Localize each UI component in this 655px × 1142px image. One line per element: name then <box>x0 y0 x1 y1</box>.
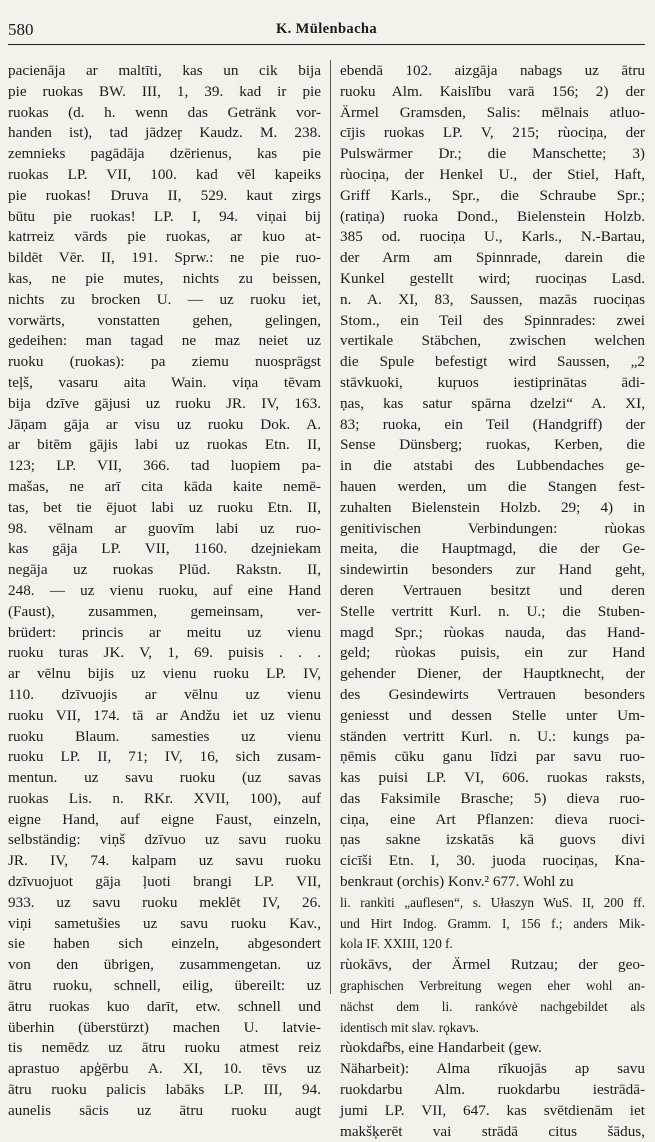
text-line: kas, ne pie mutes, nichts zu beissen, <box>8 269 321 287</box>
text-line: Ärmel Gramsden, Salis: mēlnais atluo- <box>340 103 645 121</box>
text-line: magd Spr.; rùokas nauda, das Hand- <box>340 623 645 641</box>
text-line: rùokāvs, der Ärmel Rutzau; der geo- <box>340 956 645 974</box>
text-line: Kunkel gestellt wird; ruociņas Lasd. <box>340 269 645 287</box>
text-line: geniesst und dessen Stelle unter Um- <box>340 706 645 724</box>
text-line: aprastuo apģērbu A. XI, 10. tēvs uz <box>8 1060 321 1078</box>
text-line: mentun. uz savu ruoku (uz savas <box>8 769 321 787</box>
text-line: Pulswärmer Dr.; die Manschette; 3) <box>340 145 645 163</box>
text-line: (ratiņa) ruoka Dond., Bielenstein Holzb. <box>340 207 645 225</box>
text-line: aunelis sācis uz ātru ruoku augt <box>8 1101 321 1119</box>
text-line: Griff Karls., Spr., die Schraube Spr.; <box>340 186 645 204</box>
text-line: 248. — uz vienu ruoku, auf eine Hand <box>8 581 321 599</box>
text-line: eigne Hand, auf eigne Faust, einzeln, <box>8 810 321 828</box>
text-line: Sense Dünsberg; ruokas, Kerben, die <box>340 436 645 454</box>
text-line: sie haben sich einzeln, abgesondert <box>8 935 321 953</box>
text-line: ruokas (d. h. wenn das Getränk vor- <box>8 103 321 121</box>
text-line: viņi sametušies uz savu ruoku Kav., <box>8 914 321 932</box>
text-line: pie ruokas! Druva II, 529. kaut zirgs <box>8 186 321 204</box>
left-column <box>8 61 321 1119</box>
text-line: ruokas Lis. n. RKr. XVII, 100), auf <box>8 789 321 807</box>
text-line: ruoku Alm. Kaislību varā 156; 2) der <box>340 82 645 100</box>
text-line: identisch mit slav. rǫkavъ. <box>340 1019 479 1035</box>
text-line: und Hirt Indog. Gramm. I, 156 f.; anders Mik- <box>340 915 645 931</box>
text-line: 933. uz savu ruoku meklēt IV, 26. <box>8 893 321 911</box>
text-line: meita, die Hauptmagd, die der Ge- <box>340 540 645 558</box>
text-line: ruoku turas JK. V, 1, 69. puisis . . . <box>8 644 321 662</box>
text-line: genitivischen Verbindungen: rùokas <box>340 519 645 537</box>
text-line: nichts zu brocken U. — uz ruoku iet, <box>8 290 321 308</box>
page-number: 580 <box>8 20 34 39</box>
text-line: katrreiz vārds pie ruokas, ar kuo at- <box>8 228 321 246</box>
text-line: geld; rùokas puisis, ein zur Hand <box>340 644 645 662</box>
text-line: cicīši Etn. I, 30. juoda ruociņas, Kna- <box>340 852 645 870</box>
text-line: sindewirtin besonders zur Hand geht, <box>340 561 645 579</box>
text-line: kas puisi LP. VI, 606. ruokas raksts, <box>340 769 645 787</box>
text-line: ātru ruoku palicis labāks LP. III, 94. <box>8 1081 321 1099</box>
text-line: 385 od. ruociņa U., Karls., N.-Bartau, <box>340 228 645 246</box>
text-line: benkraut (orchis) Konv.² 677. Wohl zu <box>340 873 574 891</box>
text-line: ņas sakne izskatās kā guovs divi <box>340 831 645 849</box>
text-line: die Spule befestigt wird Saussen, „2 <box>340 353 645 371</box>
text-line: gehender Diener, der Hauptknecht, der <box>340 665 645 683</box>
text-line: ātru ruokas kuo darīt, etw. schnell und <box>8 997 321 1015</box>
text-line: būtu pie ruokas! LP. I, 94. viņai bij <box>8 207 321 225</box>
text-line: jumi LP. VII, 647. kas svētdienām iet <box>340 1101 645 1119</box>
text-line: vertikale Stäbchen, zwischen welchen <box>340 332 645 350</box>
text-line: ņas, kas satur spārna dzelzi“ A. XI, <box>340 394 645 412</box>
text-line: graphischen Verbreitung wegen eher wohl an- <box>340 978 645 994</box>
text-line: der Arm am Spinnrade, darein die <box>340 249 645 267</box>
text-line: bija dzīve gājusi uz ruoku JR. IV, 163. <box>8 394 321 412</box>
text-line: rùokdar̂bs, eine Handarbeit (gew. <box>340 1039 542 1057</box>
text-line: tis nemēdz uz ātru ruoku atmest reiz <box>8 1039 321 1057</box>
text-line: zuhalten Bielenstein Holzb. 29; 4) in <box>340 498 645 516</box>
text-line: ruokdarbu Alm. ruokdarbu iestrādā- <box>340 1081 645 1099</box>
right-column <box>340 61 645 1140</box>
text-line: teļš, vasaru aita Wain. viņa tēvam <box>8 373 321 391</box>
text-line: li. rankìti „auflesen“, s. Ułaszyn WuS. II, 200 ff. <box>340 894 645 910</box>
text-line: stāvkuoki, kuŗuos iestiprinātas ādi- <box>340 373 645 391</box>
text-line: Stom., ein Teil des Spinnrades: zwei <box>340 311 645 329</box>
text-line: brüdert: princis ar meitu uz vienu <box>8 623 321 641</box>
text-line: hauen werden, um die Stangen fest- <box>340 477 645 495</box>
text-line: Näharbeit): Alma rīkuojās ap savu <box>340 1060 645 1078</box>
text-line: ātru ruoku, schnell, eilig, übereilt: uz <box>8 977 321 995</box>
text-line: überhin (überstürzt) machen U. latvie- <box>8 1018 321 1036</box>
page-header <box>8 20 645 45</box>
text-line: ständen vertritt Kurl. n. U.: kungs pa- <box>340 727 645 745</box>
text-line: 98. vēlnam ar guovīm labi uz ruo- <box>8 519 321 537</box>
text-line: handen ist), tad jādzeŗ Kaudz. M. 238. <box>8 124 321 142</box>
text-line: n. A. XI, 83, Saussen, mazās ruociņas <box>340 290 645 308</box>
text-line: ņēmis cūku ganu līdzi par savu ruo- <box>340 748 645 766</box>
column-divider <box>330 60 331 994</box>
text-line: 83; ruoka, ein Teil (Handgriff) der <box>340 415 645 433</box>
text-line: JR. IV, 74. kalpam uz savu ruoku <box>8 852 321 870</box>
text-line: cījis ruokas LP. V, 215; rùociņa, der <box>340 124 645 142</box>
text-line: ebendā 102. aizgāja nabags uz ātru <box>340 62 645 79</box>
text-line: kas gāja LP. VII, 1160. dzejniekam <box>8 540 321 558</box>
text-line: deren Vertrauen besitzt und deren <box>340 581 645 599</box>
text-line: vorwärts, vonstatten gehen, gelingen, <box>8 311 321 329</box>
text-line: pie ruokas BW. III, 1, 39. kad ir pie <box>8 82 321 100</box>
running-head: K. Mülenbacha <box>275 21 378 37</box>
text-line: zemnieks pagādāja dzērienus, kas pie <box>8 145 321 163</box>
text-line: bildēt Vēr. II, 191. Sprw.: ne pie ruo- <box>8 249 321 267</box>
text-line: ruoku (ruokas): pa ziemu nuosprāgst <box>8 353 321 371</box>
text-line: gedeihen: man tagad ne maz neiet uz <box>8 332 321 350</box>
text-line: (Faust), zusammen, gemeinsam, ver- <box>8 602 321 620</box>
text-line: pacienāja ar maltīti, kas un cik bija <box>8 62 321 79</box>
text-line: Stelle vertritt Kurl. n. U.; die Stuben- <box>340 602 645 620</box>
text-line: von den übrigen, zusammengetan. uz <box>8 956 321 974</box>
text-line: rùociņa, der Henkel U., der Stiel, Haft, <box>340 165 645 183</box>
text-line: ruoku LP. II, 71; IV, 16, sich zusam- <box>8 748 321 766</box>
text-line: 110. dzīvuojis ar vēlnu uz vienu <box>8 685 321 703</box>
text-line: kola IF. XXIII, 120 f. <box>340 936 453 952</box>
text-line: ruoku Blaum. samesties uz vienu <box>8 727 321 745</box>
text-line: nächst dem li. rankóvė nachgebildet als <box>340 998 645 1014</box>
text-line: negāja uz ruokas Plūd. Rakstn. II, <box>8 561 321 579</box>
text-line: ciņa, eine Art Pflanzen: dieva ruoci- <box>340 810 645 828</box>
text-line: in die atstabi des Lubbendaches ge- <box>340 457 645 475</box>
text-line: ruokas LP. VII, 100. kad vēl kapeiks <box>8 165 321 183</box>
text-line: dzīvuojuot gāja ļuoti brangi LP. VII, <box>8 873 321 891</box>
text-line: selbständig: viņš dzīvuo uz savu ruoku <box>8 831 321 849</box>
text-line: Jāņam gāja ar visu uz ruoku Dok. A. <box>8 415 321 433</box>
text-line: das Faksimile Brasche; 5) dieva ruo- <box>340 789 645 807</box>
text-line: tas, bet tie ējuot labi uz ruoku Etn. II, <box>8 498 321 516</box>
text-line: 123; LP. VII, 366. tad luopiem pa- <box>8 457 321 475</box>
text-line: ruoku VII, 174. tā ar Andžu iet uz vienu <box>8 706 321 724</box>
text-line: des Gesindewirts Vertrauen besonders <box>340 685 645 703</box>
text-line: ar vēlnu bijis uz vienu ruoku LP. IV, <box>8 665 321 683</box>
text-line: mašas, ne arī cita kāda kaite nemē- <box>8 477 321 495</box>
text-line: ar bitēm gājis labi uz ruokas Etn. II, <box>8 436 321 454</box>
text-line: makšķerēt vai strādā citus šādus, <box>340 1122 645 1140</box>
